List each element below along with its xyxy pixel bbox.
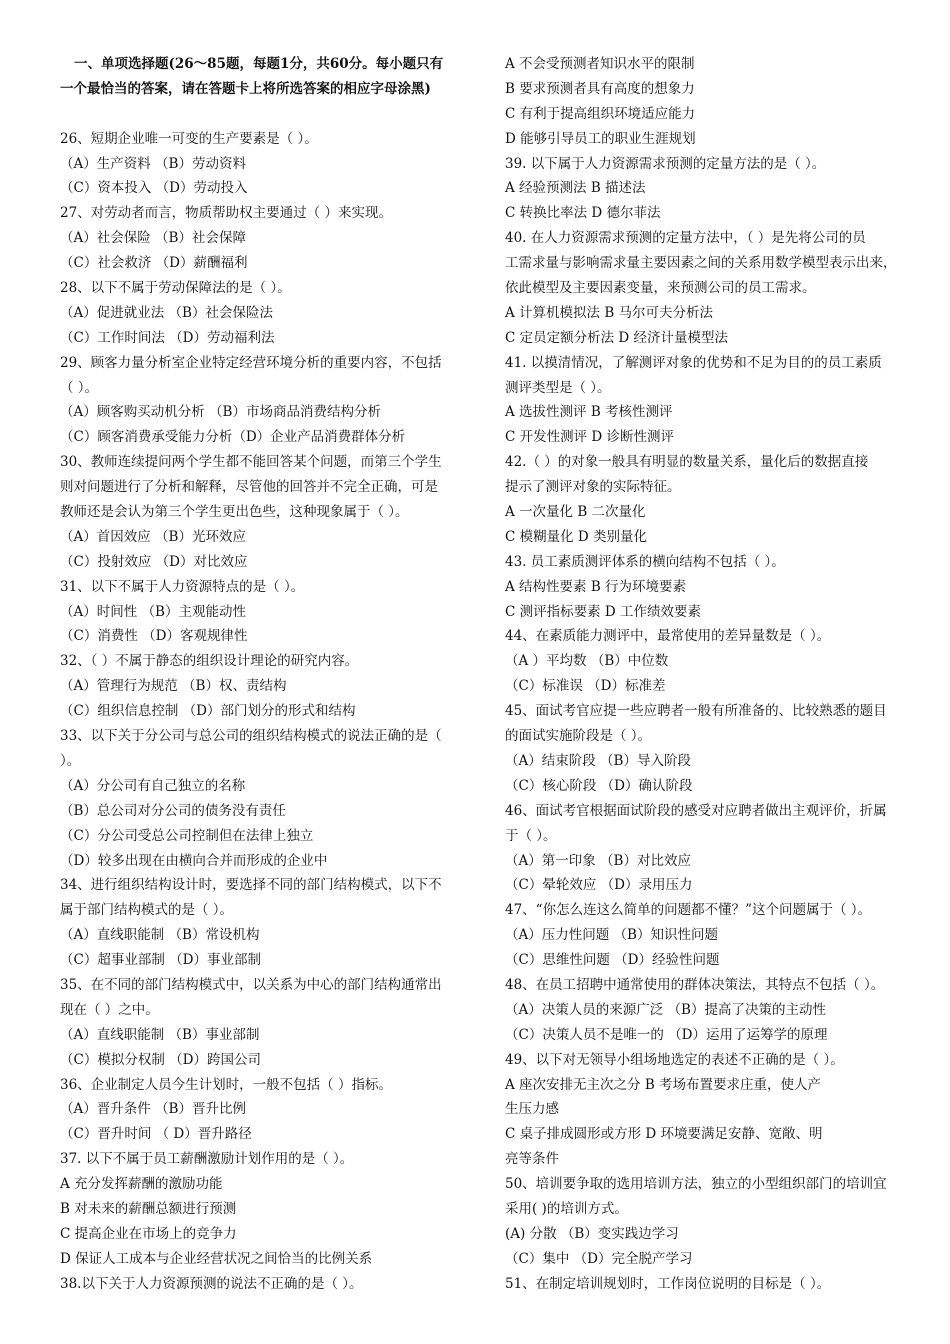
option-line: （A）首因效应 （B）光环效应 <box>60 528 246 545</box>
option-line: （A）促进就业法 （B）社会保险法 <box>60 304 273 321</box>
question-line: 32、（ ）不属于静态的组织设计理论的研究内容。 <box>60 653 359 670</box>
question-line: 27、对劳动者而言，物质帮助权主要通过（ ）来实现。 <box>60 205 392 222</box>
question-line: 39. 以下属于人力资源需求预测的定量方法的是（ ）。 <box>505 155 826 172</box>
option-line: （B）总公司对分公司的债务没有责任 <box>60 802 286 819</box>
question-line: 34、进行组织结构设计时，要选择不同的部门结构模式，以下不 <box>60 877 442 894</box>
question-line: 44、在素质能力测评中，最常使用的差异量数是（ ）。 <box>505 628 831 645</box>
option-line: C 测评指标要素 D 工作绩效要素 <box>505 603 702 620</box>
option-line: A 充分发挥薪酬的激励功能 <box>60 1176 223 1193</box>
question-line: 37. 以下不属于员工薪酬激励计划作用的是（ ）。 <box>60 1151 354 1168</box>
question-line: 42.（ ）的对象一般具有明显的数量关系，量化后的数据直接 <box>505 454 869 471</box>
option-line: （A）决策人员的来源广泛 （B）提高了决策的主动性 <box>505 1001 826 1018</box>
option-line: （A）直线职能制 （B）常设机构 <box>60 927 260 944</box>
option-line: （C）晕轮效应 （D）录用压力 <box>505 877 693 894</box>
option-line: A 不会受预测者知识水平的限制 <box>505 56 695 72</box>
option-line: （C）核心阶段 （D）确认阶段 <box>505 777 693 794</box>
option-line: (A) 分散 （B）变实践边学习 <box>505 1225 679 1242</box>
question-line: 48、在员工招聘中通常使用的群体决策法，其特点不包括（ ）。 <box>505 976 885 993</box>
question-line: 依此模型及主要因素变量，来预测公司的员工需求。 <box>505 280 816 297</box>
option-line: D 保证人工成本与企业经营状况之间恰当的比例关系 <box>60 1250 373 1267</box>
option-line: （A）第一印象 （B）对比效应 <box>505 852 691 869</box>
question-line: 30、教师连续提问两个学生都不能回答某个问题，而第三个学生 <box>60 454 442 471</box>
option-line: （D）较多出现在由横向合并而形成的企业中 <box>60 852 328 869</box>
option-line: A 结构性要素 B 行为环境要素 <box>505 578 687 595</box>
option-line: 生压力感 <box>505 1101 559 1118</box>
question-line: ）。 <box>60 752 81 769</box>
question-line: （ ）。 <box>60 379 99 396</box>
question-line: 31、以下不属于人力资源特点的是（ ）。 <box>60 578 305 595</box>
question-line: 40. 在人力资源需求预测的定量方法中，（ ）是先将公司的员 <box>505 230 866 247</box>
question-line: 工需求量与影响需求量主要因素之间的关系用数学模型表示出来， <box>505 255 897 272</box>
question-line: 43. 员工素质测评体系的横向结构不包括（ ）。 <box>505 553 785 570</box>
question-line: 采用( )的培训方式。 <box>505 1200 628 1217</box>
option-line: （A）顾客购买动机分析 （B）市场商品消费结构分析 <box>60 404 381 421</box>
option-line: （A）晋升条件 （B）晋升比例 <box>60 1101 246 1118</box>
blank-line <box>60 102 480 127</box>
option-line: （A ）平均数 （B）中位数 <box>505 653 669 670</box>
option-line: （C）社会救济 （D）薪酬福利 <box>60 255 248 272</box>
option-line: （A）时间性 （B）主观能动性 <box>60 603 246 620</box>
option-line: B 要求预测者具有高度的想象力 <box>505 80 695 97</box>
option-line: （C）顾客消费承受能力分析（D）企业产品消费群体分析 <box>60 429 406 446</box>
question-line: 35、在不同的部门结构模式中，以关系为中心的部门结构通常出 <box>60 976 442 993</box>
question-line: 的面试实施阶段是（ ）。 <box>505 728 652 745</box>
option-line: （C）工作时间法 （D）劳动福利法 <box>60 329 275 346</box>
question-line: 38.以下关于人力资源预测的说法不正确的是（ ）。 <box>60 1275 363 1292</box>
option-line: （C）分公司受总公司控制但在法律上独立 <box>60 827 314 844</box>
option-line: （C）资本投入 （D）劳动投入 <box>60 180 248 197</box>
option-line: C 提高企业在市场上的竞争力 <box>60 1225 237 1242</box>
question-line: 29、顾客力量分析室企业特定经营环境分析的重要内容，不包括 <box>60 354 442 371</box>
question-line: 49、以下对无领导小组场地选定的表述不正确的是（ ）。 <box>505 1051 844 1068</box>
option-line: （C）集中 （D）完全脱产学习 <box>505 1250 693 1267</box>
option-line: （C）思维性问题 （D）经验性问题 <box>505 952 720 969</box>
left-column <box>60 52 480 1297</box>
option-line: （C）组织信息控制 （D）部门划分的形式和结构 <box>60 703 356 720</box>
question-line: 51、在制定培训规划时，工作岗位说明的目标是（ ）。 <box>505 1275 831 1292</box>
question-line: 教师还是会认为第三个学生更出色些，这种现象属于（ ）。 <box>60 504 409 521</box>
option-line: （C）晋升时间 （ D）晋升路径 <box>60 1126 252 1143</box>
option-line: （C）决策人员不是唯一的 （D）运用了运筹学的原理 <box>505 1026 828 1043</box>
option-line: （A）管理行为规范 （B）权、责结构 <box>60 678 287 695</box>
option-line: （A）生产资料 （B）劳动资料 <box>60 155 246 172</box>
section-heading: 一个最恰当的答案，请在答题卡上将所选答案的相应字母涂黑) <box>60 80 431 97</box>
question-line: 47、“你怎么连这么简单的问题都不懂？”这个问题属于（ ）。 <box>505 902 872 919</box>
option-line: C 开发性测评 D 诊断性测评 <box>505 429 675 446</box>
option-line: C 转换比率法 D 德尔菲法 <box>505 205 661 222</box>
question-line: 则对问题进行了分析和解释，尽管他的回答并不完全正确，可是 <box>60 479 438 496</box>
option-line: （A）结束阶段 （B）导入阶段 <box>505 752 691 769</box>
question-line: 33、以下关于分公司与总公司的组织结构模式的说法正确的是（ <box>60 728 442 745</box>
option-line: 亮等条件 <box>505 1151 559 1168</box>
option-line: A 一次量化 B 二次量化 <box>505 504 646 521</box>
option-line: （C）消费性 （D）客观规律性 <box>60 628 248 645</box>
question-line: 36、企业制定人员今生计划时，一般不包括（ ）指标。 <box>60 1076 392 1093</box>
option-line: C 有利于提高组织环境适应能力 <box>505 105 696 122</box>
question-line: 28、以下不属于劳动保障法的是（ ）。 <box>60 280 291 297</box>
option-line: （A）直线职能制 （B）事业部制 <box>60 1026 260 1043</box>
section-heading: 一、单项选择题(26～85题，每题1分，共60分。每小题只有 <box>74 56 444 72</box>
option-line: （C）投射效应 （D）对比效应 <box>60 553 248 570</box>
question-line: 提示了测评对象的实际特征。 <box>505 479 681 496</box>
option-line: A 座次安排无主次之分 B 考场布置要求庄重，使人产 <box>505 1076 822 1093</box>
option-line: A 选拔性测评 B 考核性测评 <box>505 404 673 421</box>
option-line: C 桌子排成圆形或方形 D 环境要满足安静、宽敞、明 <box>505 1126 823 1143</box>
option-line: （A）压力性问题 （B）知识性问题 <box>505 927 718 944</box>
question-line: 于（ ）。 <box>505 827 557 844</box>
option-line: （C）标准误 （D）标准差 <box>505 678 666 695</box>
option-line: （A）社会保险 （B）社会保障 <box>60 230 246 247</box>
question-line: 46、面试考官根据面试阶段的感受对应聘者做出主观评价，折属 <box>505 802 887 819</box>
option-line: B 对未来的薪酬总额进行预测 <box>60 1200 237 1217</box>
option-line: A 经验预测法 B 描述法 <box>505 180 646 197</box>
option-line: （C）模拟分权制 （D）跨国公司 <box>60 1051 261 1068</box>
question-line: 50、培训要争取的选用培训方法，独立的小型组织部门的培训宜 <box>505 1176 887 1193</box>
option-line: C 定员定额分析法 D 经济计量模型法 <box>505 329 729 346</box>
question-line: 测评类型是（ ）。 <box>505 379 611 396</box>
question-line: 现在（ ）之中。 <box>60 1001 159 1018</box>
option-line: A 计算机模拟法 B 马尔可夫分析法 <box>505 304 714 321</box>
question-line: 26、短期企业唯一可变的生产要素是（ ）。 <box>60 130 318 147</box>
question-line: 45、面试考官应提一些应聘者一般有所准备的、比较熟悉的题目 <box>505 703 887 720</box>
option-line: （A）分公司有自己独立的名称 <box>60 777 246 794</box>
right-column <box>505 52 925 1297</box>
option-line: D 能够引导员工的职业生涯规划 <box>505 130 696 147</box>
option-line: C 模糊量化 D 类别量化 <box>505 528 648 545</box>
question-line: 属于部门结构模式的是（ ）。 <box>60 902 234 919</box>
option-line: （C）超事业部制 （D）事业部制 <box>60 952 261 969</box>
question-line: 41. 以摸清情况，了解测评对象的优势和不足为目的的员工素质 <box>505 354 882 371</box>
